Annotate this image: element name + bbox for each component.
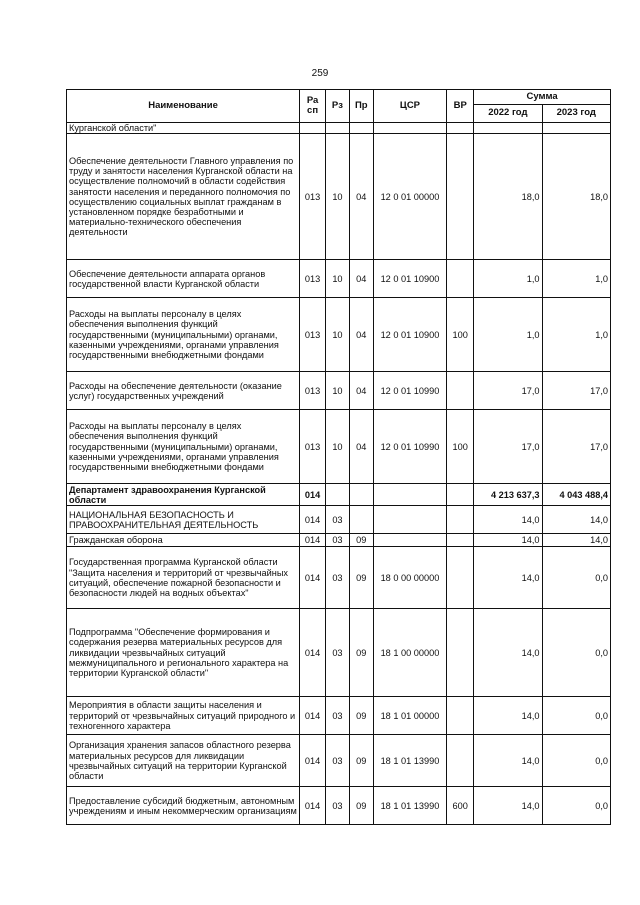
cell-csr: 12 0 01 10900 [373,260,447,298]
cell-csr: 18 1 01 00000 [373,697,447,735]
cell-vr: 100 [447,298,474,372]
cell-name: Государственная программа Курганской области "Защита населения и территорий от чрезвычайных ситуаций, обеспечение пожарной безопасности и безопасности людей на водных объектах" [67,547,300,609]
cell-2023: 17,0 [542,410,610,484]
table-row [67,609,611,697]
cell-2023: 0,0 [542,697,610,735]
cell-name: Расходы на обеспечение деятельности (оказание услуг) государственных учреждений [67,372,300,410]
cell-2023: 18,0 [542,134,610,260]
cell-csr [373,484,447,506]
cell-rz: 03 [326,506,350,534]
cell-rasp: 014 [300,534,326,547]
cell-pr: 09 [349,697,373,735]
cell-pr: 04 [349,260,373,298]
cell-vr [447,134,474,260]
cell-2023: 14,0 [542,534,610,547]
cell-2023: 17,0 [542,372,610,410]
cell-rz [326,123,350,134]
cell-name: Курганской области" [67,123,300,134]
cell-csr: 12 0 01 10990 [373,410,447,484]
cell-rasp: 013 [300,298,326,372]
cell-2023 [542,123,610,134]
table-row [67,506,611,534]
cell-rz: 10 [326,260,350,298]
cell-pr [349,484,373,506]
cell-name: Расходы на выплаты персоналу в целях обеспечения выполнения функций государственными (муниципальными) органами, казенными учреждениями, органами управления государственными внебюджетными фондами [67,410,300,484]
header-2023: 2023 год [542,105,610,123]
cell-pr: 09 [349,735,373,787]
table-body [67,123,611,825]
cell-rz: 03 [326,609,350,697]
cell-rz: 03 [326,534,350,547]
cell-2023: 14,0 [542,506,610,534]
cell-2022: 17,0 [474,410,542,484]
table-row [67,787,611,825]
table-row [67,298,611,372]
cell-2023: 0,0 [542,787,610,825]
cell-name: Обеспечение деятельности аппарата органов государственной власти Курганской области [67,260,300,298]
cell-vr [447,697,474,735]
table-row [67,735,611,787]
cell-vr [447,534,474,547]
table-row [67,410,611,484]
cell-pr: 09 [349,547,373,609]
cell-csr: 12 0 01 10900 [373,298,447,372]
cell-2022: 18,0 [474,134,542,260]
cell-csr [373,534,447,547]
table-row [67,697,611,735]
cell-rasp: 014 [300,547,326,609]
page-number: 259 [311,68,329,79]
header-csr: ЦСР [373,90,447,123]
cell-rz: 03 [326,697,350,735]
cell-pr [349,123,373,134]
cell-2022: 14,0 [474,506,542,534]
cell-pr: 09 [349,787,373,825]
cell-rasp: 013 [300,410,326,484]
cell-rasp: 013 [300,372,326,410]
cell-rasp: 014 [300,506,326,534]
header-sum: Сумма [474,90,611,105]
cell-name: Предоставление субсидий бюджетным, автономным учреждениям и иным некоммерческим организациям [67,787,300,825]
table-row [67,372,611,410]
cell-rz: 03 [326,735,350,787]
cell-rasp: 013 [300,134,326,260]
table-row [67,534,611,547]
cell-rz [326,484,350,506]
cell-2022: 14,0 [474,534,542,547]
cell-2023: 1,0 [542,260,610,298]
cell-name: Гражданская оборона [67,534,300,547]
cell-rz: 03 [326,547,350,609]
cell-rz: 10 [326,372,350,410]
cell-2022: 4 213 637,3 [474,484,542,506]
cell-rasp: 014 [300,735,326,787]
cell-csr: 18 0 00 00000 [373,547,447,609]
table-row [67,484,611,506]
header-rz: Рз [326,90,350,123]
cell-rasp: 014 [300,697,326,735]
cell-name: Подпрограмма "Обеспечение формирования и содержания резерва материальных ресурсов для ликвидации чрезвычайных ситуаций межмуниципального и регионального характера на территории Курганской области" [67,609,300,697]
cell-rz: 10 [326,134,350,260]
cell-pr: 09 [349,609,373,697]
cell-2023: 0,0 [542,735,610,787]
cell-name: Обеспечение деятельности Главного управления по труду и занятости населения Курганской области на осуществление полномочий в области содействия занятости населения и переданного полномочия по осуществлению социальных выплат гражданам в установленном порядке безработными и материально-технического обеспечения деятельности [67,134,300,260]
cell-csr: 12 0 01 00000 [373,134,447,260]
cell-vr [447,372,474,410]
table-row [67,134,611,260]
header-name: Наименование [67,90,300,123]
cell-vr [447,547,474,609]
cell-vr: 100 [447,410,474,484]
cell-csr: 12 0 01 10990 [373,372,447,410]
cell-name: Мероприятия в области защиты населения и территорий от чрезвычайных ситуаций природного и техногенного характера [67,697,300,735]
cell-name: Расходы на выплаты персоналу в целях обеспечения выполнения функций государственными (муниципальными) органами, казенными учреждениями, органами управления государственными внебюджетными фондами [67,298,300,372]
cell-pr: 04 [349,298,373,372]
cell-2023: 0,0 [542,609,610,697]
table-row [67,260,611,298]
cell-2022: 14,0 [474,697,542,735]
cell-vr [447,735,474,787]
cell-csr: 18 1 01 13990 [373,787,447,825]
table-row [67,123,611,134]
cell-vr [447,260,474,298]
cell-csr: 18 1 01 13990 [373,735,447,787]
cell-csr [373,123,447,134]
cell-2022: 14,0 [474,547,542,609]
budget-table [66,89,611,825]
cell-pr [349,506,373,534]
cell-pr: 09 [349,534,373,547]
cell-2023: 4 043 488,4 [542,484,610,506]
cell-name: Организация хранения запасов областного резерва материальных ресурсов для ликвидации чрезвычайных ситуаций на территории Курганской области [67,735,300,787]
cell-vr [447,484,474,506]
cell-csr: 18 1 00 00000 [373,609,447,697]
cell-name: НАЦИОНАЛЬНАЯ БЕЗОПАСНОСТЬ И ПРАВООХРАНИТЕЛЬНАЯ ДЕЯТЕЛЬНОСТЬ [67,506,300,534]
cell-rz: 10 [326,298,350,372]
header-pr: Пр [349,90,373,123]
cell-2023: 0,0 [542,547,610,609]
header-vr: ВР [447,90,474,123]
cell-name: Департамент здравоохранения Курганской области [67,484,300,506]
cell-2022: 1,0 [474,260,542,298]
table-row [67,547,611,609]
cell-csr [373,506,447,534]
cell-pr: 04 [349,134,373,260]
cell-vr [447,123,474,134]
cell-rasp [300,123,326,134]
cell-2022 [474,123,542,134]
cell-2023: 1,0 [542,298,610,372]
cell-2022: 17,0 [474,372,542,410]
cell-rasp: 014 [300,787,326,825]
cell-rasp: 014 [300,484,326,506]
cell-2022: 14,0 [474,787,542,825]
cell-2022: 14,0 [474,735,542,787]
cell-pr: 04 [349,372,373,410]
cell-pr: 04 [349,410,373,484]
cell-rz: 03 [326,787,350,825]
cell-2022: 1,0 [474,298,542,372]
cell-2022: 14,0 [474,609,542,697]
cell-vr [447,609,474,697]
cell-rz: 10 [326,410,350,484]
cell-rasp: 013 [300,260,326,298]
header-rasp: Ра сп [300,90,326,123]
cell-vr [447,506,474,534]
cell-vr: 600 [447,787,474,825]
header-2022: 2022 год [474,105,542,123]
cell-rasp: 014 [300,609,326,697]
